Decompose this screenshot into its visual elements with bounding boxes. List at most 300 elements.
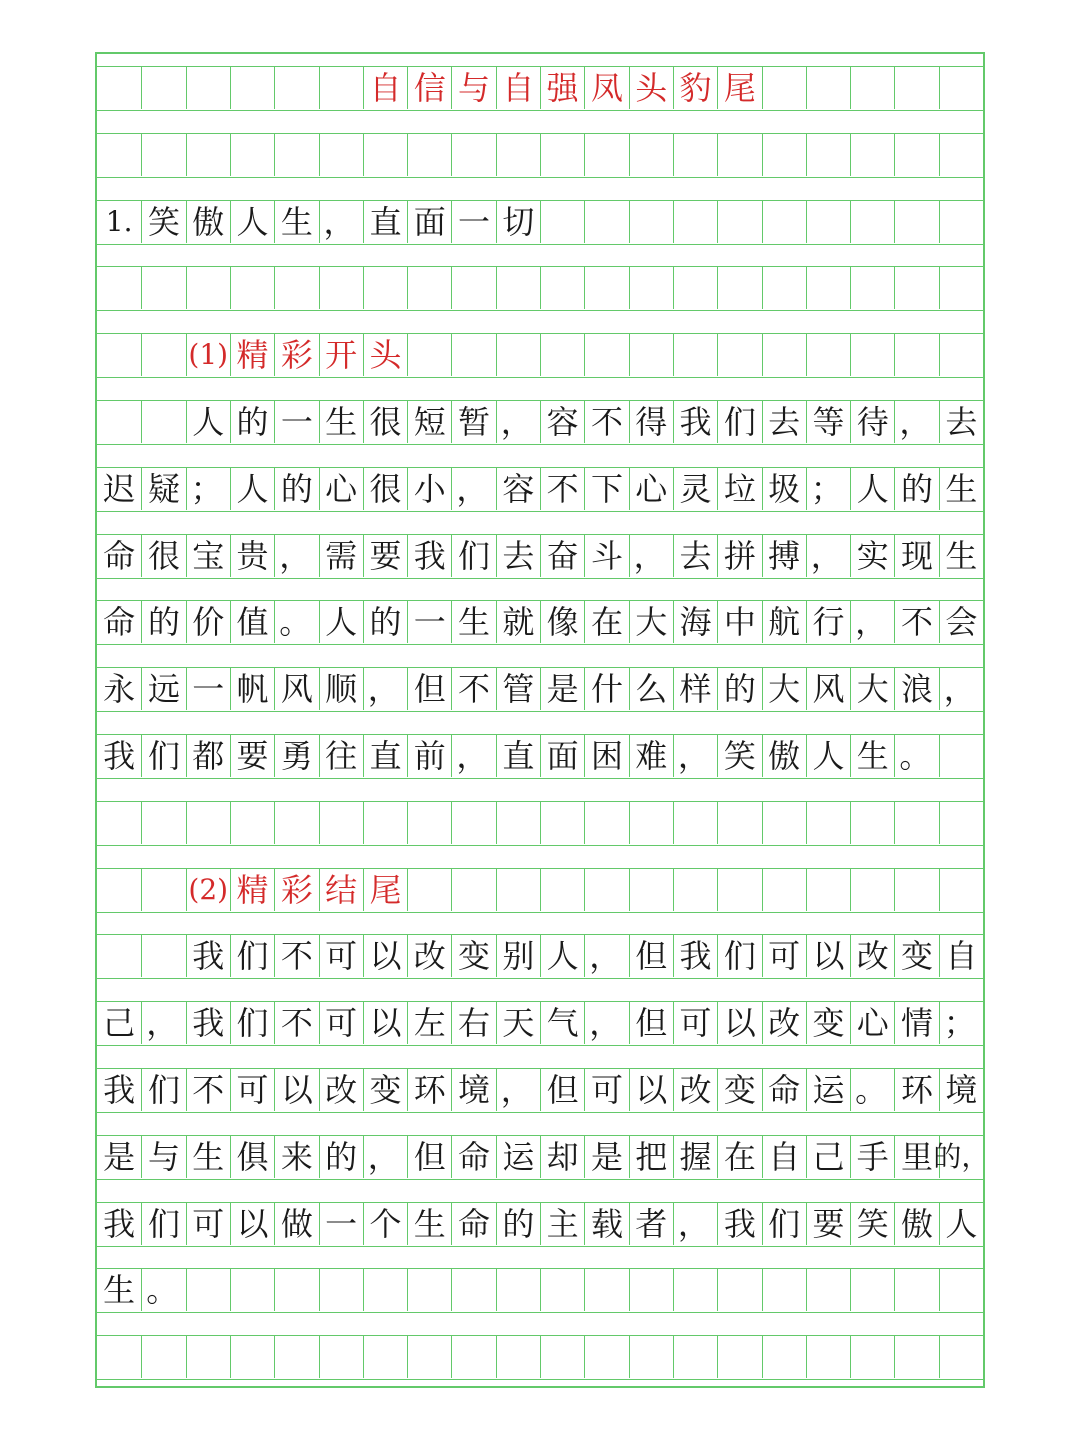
- grid-cell: [496, 334, 540, 376]
- grid-char: ，: [496, 1069, 540, 1111]
- grid-cell: [717, 201, 761, 243]
- grid-char: ，: [673, 735, 717, 777]
- grid-char: 人: [319, 601, 363, 643]
- grid-char: 自: [939, 935, 983, 977]
- grid-char: 傲: [894, 1203, 938, 1245]
- grid-char: 命: [103, 603, 136, 642]
- grid-char: 灵: [673, 468, 717, 510]
- grid-cell: [451, 267, 495, 309]
- grid-cell: [274, 67, 318, 109]
- grid-char: 。: [274, 601, 318, 643]
- grid-char: 要: [230, 735, 274, 777]
- grid-char: 么: [629, 668, 673, 710]
- grid-char: 可: [673, 1002, 717, 1044]
- grid-char: 彩: [274, 869, 318, 911]
- grid-char: 很: [363, 401, 407, 443]
- grid-cell: [141, 334, 185, 376]
- grid-char: 以: [274, 1069, 318, 1111]
- grid-char: 运: [806, 1069, 850, 1111]
- grid-char: 难: [629, 735, 673, 777]
- grid-cell: [540, 267, 584, 309]
- grid-char: 强: [540, 67, 584, 109]
- grid-char: 天: [496, 1002, 540, 1044]
- grid-char: 生: [274, 201, 318, 243]
- section-heading: [97, 200, 983, 245]
- grid-cell: [186, 802, 230, 844]
- grid-char: 里: [894, 1136, 938, 1178]
- grid-char: 中: [717, 601, 761, 643]
- grid-char: 命: [762, 1069, 806, 1111]
- grid-char: 。: [850, 1069, 894, 1111]
- grid-char: 头: [629, 67, 673, 109]
- grid-cell: [496, 134, 540, 176]
- grid-cell: [97, 869, 141, 911]
- grid-char: 变: [806, 1002, 850, 1044]
- grid-char: 但: [540, 1069, 584, 1111]
- grid-char: ，: [451, 735, 495, 777]
- opening-label: [97, 333, 983, 378]
- grid-cell: [894, 802, 938, 844]
- grid-char: 俱: [230, 1136, 274, 1178]
- grid-cell: [939, 1269, 983, 1311]
- grid-cell: [274, 802, 318, 844]
- grid-char: ，: [584, 935, 628, 977]
- grid-char: 可: [319, 1002, 363, 1044]
- grid-char: 人: [850, 468, 894, 510]
- grid-cell: [850, 869, 894, 911]
- grid-char: 的: [363, 601, 407, 643]
- grid-char: 永: [103, 670, 136, 709]
- grid-cell: [97, 334, 141, 376]
- grid-cell: [97, 1336, 141, 1378]
- grid-cell: [319, 134, 363, 176]
- grid-char: 宝: [186, 535, 230, 577]
- grid-cell: [850, 134, 894, 176]
- grid-char: 值: [230, 601, 274, 643]
- grid-char: 不: [451, 668, 495, 710]
- grid-row-empty: [97, 133, 983, 178]
- grid-cell: [451, 1269, 495, 1311]
- grid-cell: [363, 1269, 407, 1311]
- grid-cell: [939, 267, 983, 309]
- grid-cell: [141, 869, 185, 911]
- grid-char: 需: [319, 535, 363, 577]
- grid-char: ，: [274, 535, 318, 577]
- grid-cell: [806, 201, 850, 243]
- grid-char: 改: [319, 1069, 363, 1111]
- grid-char: 很: [363, 468, 407, 510]
- grid-char: 与: [451, 67, 495, 109]
- grid-char: 浪: [894, 668, 938, 710]
- grid-char: 行: [806, 601, 850, 643]
- grid-cell: [850, 67, 894, 109]
- grid-char: ，: [584, 1002, 628, 1044]
- grid-row-empty: [97, 1335, 983, 1380]
- grid-char: 改: [762, 1002, 806, 1044]
- grid-char: 顺: [319, 668, 363, 710]
- grid-cell: [762, 1336, 806, 1378]
- grid-cell: [717, 1336, 761, 1378]
- composition-grid-paper: [95, 52, 990, 1388]
- grid-cell: [141, 1336, 185, 1378]
- grid-char: 彩: [274, 334, 318, 376]
- grid-char: 别: [496, 935, 540, 977]
- ending-line: [97, 1135, 990, 1180]
- grid-char: 圾: [762, 468, 806, 510]
- grid-char: 己: [806, 1136, 850, 1178]
- grid-char: 但: [407, 668, 451, 710]
- grid-char: 们: [717, 401, 761, 443]
- grid-cell: [451, 334, 495, 376]
- grid-cell: [629, 1269, 673, 1311]
- grid-char: 得: [629, 401, 673, 443]
- grid-char: ，: [363, 1136, 407, 1178]
- grid-char: 风: [274, 668, 318, 710]
- grid-cell: [850, 1336, 894, 1378]
- grid-char: ，: [850, 601, 894, 643]
- grid-char: ，: [363, 668, 407, 710]
- grid-cell: [894, 1269, 938, 1311]
- grid-cell: [407, 1269, 451, 1311]
- grid-char: 握: [673, 1136, 717, 1178]
- grid-char: 海: [673, 601, 717, 643]
- opening-line: [97, 534, 983, 579]
- grid-cell: [717, 869, 761, 911]
- grid-cell: [230, 267, 274, 309]
- grid-char: 人: [540, 935, 584, 977]
- ending-label: [97, 868, 983, 913]
- grid-char: 结: [319, 869, 363, 911]
- grid-cell: [717, 802, 761, 844]
- grid-char: 一: [451, 201, 495, 243]
- grid-cell: [762, 1269, 806, 1311]
- grid-cell: [806, 802, 850, 844]
- grid-char: 斗: [584, 535, 628, 577]
- grid-char: 去: [496, 535, 540, 577]
- grid-char: 以: [717, 1002, 761, 1044]
- grid-char: 的，: [939, 1136, 983, 1178]
- grid-char: 大: [762, 668, 806, 710]
- grid-char: 们: [141, 1203, 185, 1245]
- grid-char: 者: [629, 1203, 673, 1245]
- grid-char: 可: [186, 1203, 230, 1245]
- grid-cell: [97, 67, 141, 109]
- opening-line: [97, 667, 983, 712]
- grid-cell: [97, 935, 141, 977]
- grid-cell: [97, 401, 141, 443]
- grid-char: 会: [939, 601, 983, 643]
- grid-char: 很: [141, 535, 185, 577]
- grid-cell: [363, 134, 407, 176]
- grid-cell: [673, 134, 717, 176]
- grid-char: ；: [806, 468, 850, 510]
- grid-char: 笑: [141, 201, 185, 243]
- grid-char: 去: [673, 535, 717, 577]
- grid-cell: [274, 134, 318, 176]
- grid-cell: [319, 1269, 363, 1311]
- grid-cell: [319, 67, 363, 109]
- grid-char: 变: [363, 1069, 407, 1111]
- grid-cell: [584, 869, 628, 911]
- grid-char: 做: [274, 1203, 318, 1245]
- grid-char: 大: [850, 668, 894, 710]
- grid-char: 暂: [451, 401, 495, 443]
- grid-cell: [850, 201, 894, 243]
- grid-cell: [186, 267, 230, 309]
- grid-char: 己: [103, 1004, 136, 1043]
- grid-cell: [629, 201, 673, 243]
- grid-char: 我: [103, 1071, 136, 1109]
- grid-char: 的: [274, 468, 318, 510]
- grid-cell: [141, 802, 185, 844]
- grid-cell: [894, 334, 938, 376]
- grid-cell: [584, 1336, 628, 1378]
- grid-char: 但: [629, 935, 673, 977]
- grid-char: 来: [274, 1136, 318, 1178]
- ending-line: [97, 1202, 983, 1247]
- ending-line: [97, 1068, 983, 1113]
- grid-cell: [363, 1336, 407, 1378]
- grid-char: 但: [407, 1136, 451, 1178]
- grid-char: 可: [230, 1069, 274, 1111]
- grid-cell: [540, 201, 584, 243]
- grid-char: 信: [407, 67, 451, 109]
- grid-cell: [939, 802, 983, 844]
- grid-char: ，: [806, 535, 850, 577]
- grid-char: 在: [717, 1136, 761, 1178]
- grid-char: ，: [673, 1203, 717, 1245]
- grid-char: 命: [451, 1136, 495, 1178]
- opening-line: [97, 600, 983, 645]
- grid-char: 我: [186, 1002, 230, 1044]
- grid-cell: [496, 267, 540, 309]
- grid-char: 帆: [230, 668, 274, 710]
- grid-char: 变: [451, 935, 495, 977]
- grid-char: 尾: [717, 67, 761, 109]
- grid-cell: [762, 869, 806, 911]
- grid-char: 样: [673, 668, 717, 710]
- grid-cell: [629, 334, 673, 376]
- grid-cell: [806, 67, 850, 109]
- grid-char: 拼: [717, 535, 761, 577]
- grid-cell: [894, 201, 938, 243]
- grid-char: (1): [186, 334, 230, 376]
- grid-char: 右: [451, 1002, 495, 1044]
- grid-cell: [141, 935, 185, 977]
- grid-char: 的: [496, 1203, 540, 1245]
- grid-cell: [186, 67, 230, 109]
- grid-cell: [806, 267, 850, 309]
- grid-char: 不: [274, 1002, 318, 1044]
- grid-cell: [673, 1269, 717, 1311]
- grid-char: 往: [319, 735, 363, 777]
- grid-cell: [762, 201, 806, 243]
- grid-char: 。: [894, 735, 938, 777]
- grid-char: 改: [673, 1069, 717, 1111]
- grid-cell: [894, 267, 938, 309]
- grid-char: 我: [717, 1203, 761, 1245]
- grid-cell: [496, 869, 540, 911]
- grid-cell: [97, 267, 141, 309]
- grid-char: 航: [762, 601, 806, 643]
- grid-char: 我: [673, 935, 717, 977]
- grid-char: 的: [319, 1136, 363, 1178]
- grid-char: 变: [894, 935, 938, 977]
- grid-char: 生: [939, 535, 983, 577]
- grid-char: 就: [496, 601, 540, 643]
- grid-cell: [939, 67, 983, 109]
- grid-cell: [540, 134, 584, 176]
- grid-cell: [894, 134, 938, 176]
- grid-cell: [540, 1336, 584, 1378]
- grid-char: 改: [407, 935, 451, 977]
- grid-cell: [230, 1269, 274, 1311]
- grid-char: 可: [584, 1069, 628, 1111]
- grid-char: 环: [407, 1069, 451, 1111]
- grid-char: 笑: [850, 1203, 894, 1245]
- grid-cell: [629, 267, 673, 309]
- grid-char: 傲: [186, 201, 230, 243]
- grid-char: 等: [806, 401, 850, 443]
- grid-char: 直: [363, 201, 407, 243]
- grid-char: 是: [584, 1136, 628, 1178]
- grid-char: 大: [629, 601, 673, 643]
- grid-char: 容: [496, 468, 540, 510]
- grid-char: 垃: [717, 468, 761, 510]
- grid-cell: [806, 1269, 850, 1311]
- grid-cell: [319, 802, 363, 844]
- grid-cell: [717, 334, 761, 376]
- grid-char: 的: [230, 401, 274, 443]
- grid-char: 笑: [717, 735, 761, 777]
- grid-cell: [629, 869, 673, 911]
- grid-cell: [584, 334, 628, 376]
- grid-char: 人: [186, 401, 230, 443]
- grid-char: 的: [717, 668, 761, 710]
- grid-cell: [540, 869, 584, 911]
- grid-char: 不: [274, 935, 318, 977]
- grid-char: 凤: [584, 67, 628, 109]
- grid-cell: [850, 267, 894, 309]
- grid-char: 境: [451, 1069, 495, 1111]
- grid-char: ，: [319, 201, 363, 243]
- grid-cell: [407, 134, 451, 176]
- grid-char: 要: [806, 1203, 850, 1245]
- grid-char: 待: [850, 401, 894, 443]
- grid-cell: [97, 134, 141, 176]
- grid-char: 不: [584, 401, 628, 443]
- grid-cell: [584, 1269, 628, 1311]
- grid-char: 生: [407, 1203, 451, 1245]
- grid-cell: [584, 134, 628, 176]
- grid-char: 运: [496, 1136, 540, 1178]
- ending-line: [97, 934, 983, 979]
- grid-cell: [540, 334, 584, 376]
- grid-cell: [274, 1336, 318, 1378]
- grid-cell: [407, 802, 451, 844]
- grid-cell: [584, 201, 628, 243]
- grid-char: 前: [407, 735, 451, 777]
- grid-char: 精: [230, 869, 274, 911]
- grid-char: ；: [939, 1002, 983, 1044]
- grid-char: 什: [584, 668, 628, 710]
- grid-char: 改: [850, 935, 894, 977]
- grid-cell: [894, 67, 938, 109]
- grid-char: 人: [939, 1203, 983, 1245]
- grid-char: 去: [939, 401, 983, 443]
- grid-char: 以: [363, 935, 407, 977]
- grid-cell: [407, 869, 451, 911]
- grid-char: 的: [894, 468, 938, 510]
- grid-char: ，: [894, 401, 938, 443]
- grid-char: 贵: [230, 535, 274, 577]
- grid-char: 生: [850, 735, 894, 777]
- opening-line: [97, 467, 983, 512]
- grid-cell: [673, 802, 717, 844]
- grid-cell: [762, 134, 806, 176]
- grid-char: 迟: [103, 469, 136, 508]
- grid-char: 们: [141, 1069, 185, 1111]
- grid-cell: [319, 267, 363, 309]
- grid-char: 们: [717, 935, 761, 977]
- grid-cell: [407, 334, 451, 376]
- grid-char: 生: [939, 468, 983, 510]
- grid-cell: [584, 802, 628, 844]
- grid-char: 。: [141, 1269, 185, 1311]
- grid-char: 生: [103, 1271, 136, 1310]
- grid-char: 气: [540, 1002, 584, 1044]
- grid-char: 实: [850, 535, 894, 577]
- grid-cell: [673, 869, 717, 911]
- essay-title: [97, 66, 983, 111]
- grid-cell: [274, 1269, 318, 1311]
- grid-char: ，: [629, 535, 673, 577]
- grid-char: 不: [540, 468, 584, 510]
- grid-cell: [673, 201, 717, 243]
- grid-char: 人: [230, 201, 274, 243]
- grid-char: 搏: [762, 535, 806, 577]
- grid-char: 自: [363, 67, 407, 109]
- grid-char: 困: [584, 735, 628, 777]
- grid-char: 面: [540, 735, 584, 777]
- grid-cell: [939, 201, 983, 243]
- grid-cell: [141, 134, 185, 176]
- grid-char: 个: [363, 1203, 407, 1245]
- grid-char: 变: [717, 1069, 761, 1111]
- grid-cell: [230, 134, 274, 176]
- grid-cell: [186, 1269, 230, 1311]
- grid-cell: [496, 1336, 540, 1378]
- grid-char: 要: [363, 535, 407, 577]
- grid-cell: [540, 1269, 584, 1311]
- grid-cell: [629, 1336, 673, 1378]
- grid-cell: [496, 802, 540, 844]
- grid-char: 手: [850, 1136, 894, 1178]
- grid-char: 价: [186, 601, 230, 643]
- grid-char: 容: [540, 401, 584, 443]
- grid-cell: [451, 802, 495, 844]
- grid-char: 生: [319, 401, 363, 443]
- grid-cell: [762, 267, 806, 309]
- grid-char: (2): [186, 869, 230, 911]
- opening-line: [97, 734, 983, 779]
- grid-cell: [939, 1336, 983, 1378]
- grid-char: 傲: [762, 735, 806, 777]
- grid-cell: [496, 1269, 540, 1311]
- grid-char: 命: [103, 536, 136, 575]
- grid-char: 但: [629, 1002, 673, 1044]
- grid-cell: [319, 1336, 363, 1378]
